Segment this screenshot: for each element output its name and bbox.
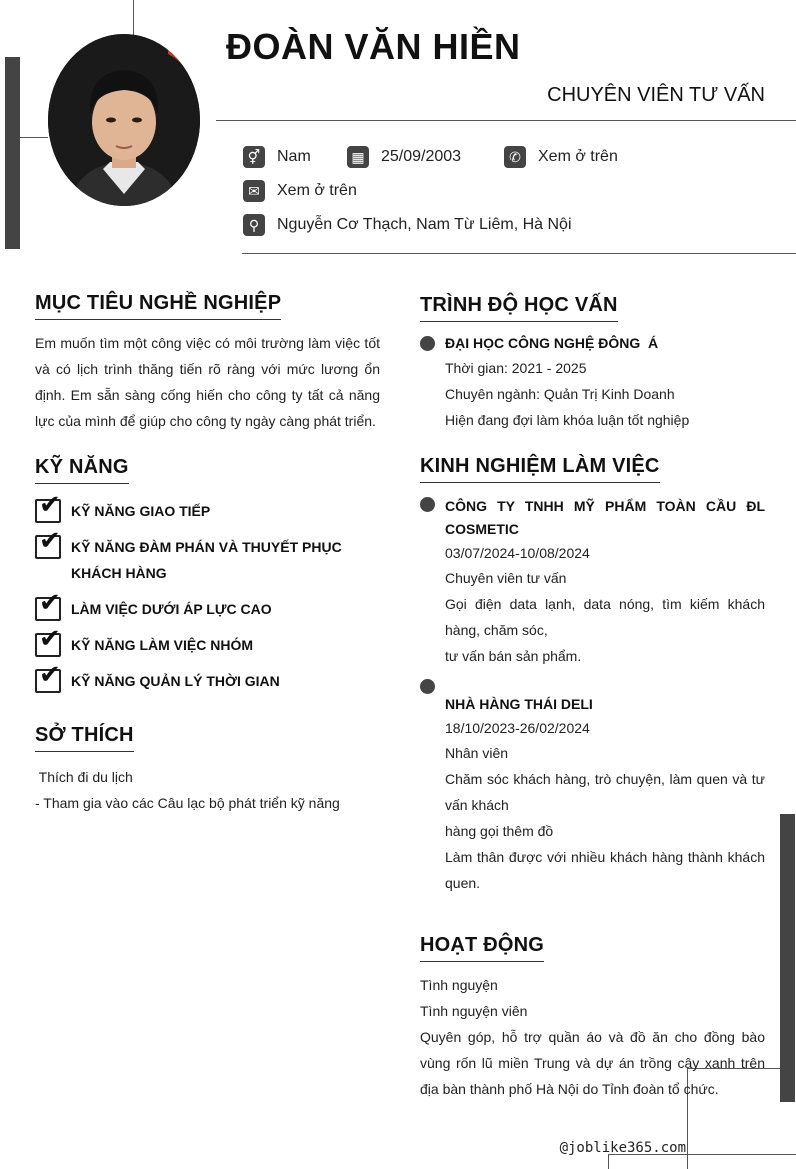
- checkbox-icon: ✔: [35, 669, 61, 693]
- birthdate-item: [347, 146, 504, 168]
- skills-list: [35, 490, 380, 694]
- job-period: 18/10/2023-26/02/2024: [445, 720, 590, 736]
- skills-heading: KỸ NĂNG: [35, 456, 129, 484]
- left-accent-bar: [5, 57, 20, 249]
- phone-item: [504, 146, 618, 168]
- company-name: CÔNG TY TNHH MỸ PHẨM TOÀN CẦU ĐL COSMETIC: [445, 498, 765, 537]
- checkbox-icon: ✔: [35, 499, 61, 523]
- education-entry: [420, 332, 765, 433]
- avatar: [48, 34, 200, 206]
- activities-section: [420, 934, 765, 1102]
- bottom-frame-left: [608, 1154, 609, 1169]
- bullet-icon: [420, 336, 435, 351]
- skill-label: KỸ NĂNG ĐÀM PHÁN VÀ THUYẾT PHỤC KHÁCH HÀNG: [71, 539, 342, 581]
- job-description: Chăm sóc khách hàng, trò chuyện, làm quen và tư vấn khách: [445, 771, 765, 813]
- job-entry: [420, 679, 765, 896]
- bullet-icon: [420, 679, 435, 694]
- info-row-1: [243, 146, 618, 168]
- activity-description: Quyên góp, hỗ trợ quần áo và đồ ăn cho đồng bào vùng rốn lũ miền Trung và dự án trồng cây xanh trên địa bàn thành phố Hà Nội do Tỉnh đoàn tổ chức.: [420, 1029, 765, 1097]
- gender-icon: ⚥: [243, 146, 265, 168]
- school-name: ĐẠI HỌC CÔNG NGHỆ ĐÔNG Á: [445, 335, 659, 351]
- right-accent-bar: [780, 814, 795, 1102]
- job-description: Làm thân được với nhiều khách hàng thành khách quen.: [445, 849, 765, 891]
- address-value: Nguyễn Cơ Thạch, Nam Từ Liêm, Hà Nội: [277, 216, 572, 233]
- activity-line: Tình nguyện viên: [420, 1003, 528, 1019]
- watermark: @joblike365.com: [559, 1140, 686, 1156]
- hobby-line: - Tham gia vào các Câu lạc bộ phát triển kỹ năng: [35, 795, 340, 811]
- email-value: Xem ở trên: [277, 182, 357, 199]
- education-section: [420, 294, 765, 433]
- gender-item: [243, 146, 347, 168]
- job-role: Nhân viên: [445, 745, 509, 761]
- mail-icon: ✉: [243, 180, 265, 202]
- skill-item: [35, 526, 380, 586]
- job-description: Gọi điện data lạnh, data nóng, tìm kiếm khách hàng, chăm sóc,: [445, 596, 765, 638]
- hobbies-section: [35, 724, 380, 816]
- gender-value: Nam: [277, 148, 311, 165]
- skill-item: [35, 624, 380, 658]
- skill-item: [35, 588, 380, 622]
- job-period: 03/07/2024-10/08/2024: [445, 545, 590, 561]
- skills-section: [35, 456, 380, 704]
- skill-item: [35, 490, 380, 524]
- profile-photo: [48, 34, 200, 206]
- skill-item: [35, 660, 380, 694]
- info-row-3: [243, 214, 572, 236]
- job-description: tư vấn bán sản phẩm.: [445, 648, 582, 664]
- education-status: Hiện đang đợi làm khóa luận tốt nghiệp: [445, 412, 690, 428]
- objective-section: [35, 292, 380, 434]
- skill-label: KỸ NĂNG LÀM VIỆC NHÓM: [71, 637, 253, 653]
- hobbies-heading: SỞ THÍCH: [35, 724, 134, 752]
- activities-heading: HOẠT ĐỘNG: [420, 934, 544, 962]
- checkbox-icon: ✔: [35, 633, 61, 657]
- job-description: hàng gọi thêm đồ: [445, 823, 554, 839]
- info-row-2: [243, 180, 357, 202]
- skill-label: LÀM VIỆC DƯỚI ÁP LỰC CAO: [71, 601, 272, 617]
- bullet-icon: [420, 497, 435, 512]
- education-heading: TRÌNH ĐỘ HỌC VẤN: [420, 294, 618, 322]
- checkbox-icon: ✔: [35, 597, 61, 621]
- checkbox-icon: ✔: [35, 535, 61, 559]
- job-entry: [420, 495, 765, 669]
- education-major: Chuyên ngành: Quản Trị Kinh Doanh: [445, 386, 675, 402]
- company-name: NHÀ HÀNG THÁI DELI: [445, 696, 593, 712]
- experience-heading: KINH NGHIỆM LÀM VIỆC: [420, 455, 660, 483]
- skill-label: KỸ NĂNG GIAO TIẾP: [71, 503, 211, 519]
- phone-value: Xem ở trên: [538, 148, 618, 165]
- activity-line: Tình nguyện: [420, 977, 498, 993]
- birthdate-value: 25/09/2003: [381, 148, 462, 165]
- left-horizontal-line: [20, 137, 48, 138]
- skill-label: KỸ NĂNG QUẢN LÝ THỜI GIAN: [71, 673, 280, 689]
- hobby-line: Thích đi du lịch: [35, 769, 133, 785]
- experience-section: [420, 455, 765, 896]
- location-pin-icon: ⚲: [243, 214, 265, 236]
- education-time: Thời gian: 2021 - 2025: [445, 360, 587, 376]
- job-role: Chuyên viên tư vấn: [445, 570, 567, 586]
- job-title: CHUYÊN VIÊN TƯ VẤN: [547, 84, 765, 106]
- contact-divider: [242, 253, 796, 254]
- top-vertical-line: [133, 0, 134, 36]
- header-divider: [216, 120, 796, 121]
- calendar-icon: ▦: [347, 146, 369, 168]
- candidate-name: ĐOÀN VĂN HIỀN: [226, 26, 521, 67]
- phone-icon: ✆: [504, 146, 526, 168]
- objective-text: Em muốn tìm một công việc có môi trường làm việc tốt và có lịch trình thăng tiến rõ ràng với mức lương ổn định. Em sẵn sàng cống hiến cho công ty tất cả năng lực của mình để giúp cho công ty ngày càng phát triển.: [35, 335, 380, 429]
- objective-heading: MỤC TIÊU NGHỀ NGHIỆP: [35, 292, 281, 320]
